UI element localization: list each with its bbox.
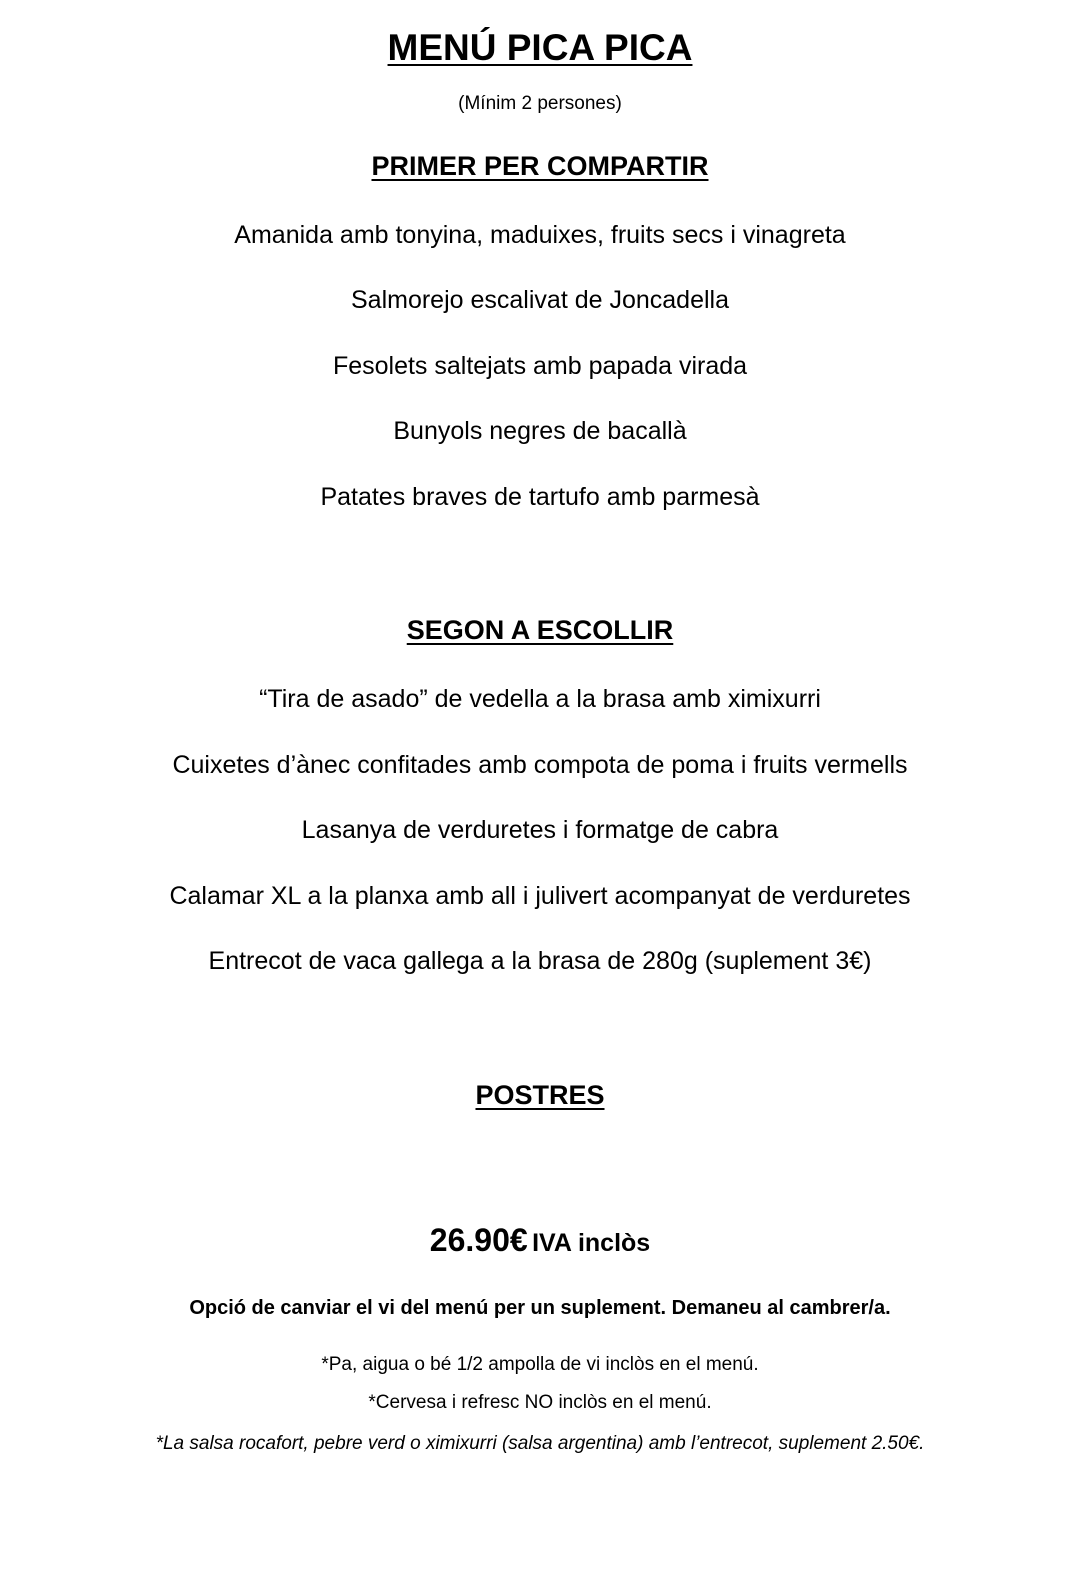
menu-subtitle: (Mínim 2 persones)	[458, 93, 622, 114]
dish-item: Calamar XL a la planxa amb all i julivert acompanyat de verduretes	[169, 882, 911, 910]
dish-item: Patates braves de tartufo amb parmesà	[320, 483, 760, 511]
dish-item: Salmorejo escalivat de Joncadella	[351, 286, 729, 314]
dish-item: Lasanya de verduretes i formatge de cabra	[301, 816, 779, 844]
tax-note: IVA inclòs	[532, 1229, 651, 1257]
dish-item: Fesolets saltejats amb papada virada	[332, 352, 748, 380]
note-beer-soda: *Cervesa i refresc NO inclòs en el menú.	[368, 1392, 712, 1413]
menu-price: 26.90€	[429, 1222, 528, 1258]
dish-item: Cuixetes d’ànec confitades amb compota de poma i fruits vermells	[172, 751, 908, 779]
dish-item: Amanida amb tonyina, maduixes, fruits secs i vinagreta	[234, 221, 846, 249]
price-line	[0, 1224, 1080, 1256]
section-title-first-courses: PRIMER PER COMPARTIR	[371, 151, 709, 181]
note-bread-water-wine: *Pa, aigua o bé 1/2 ampolla de vi inclòs en el menú.	[321, 1354, 759, 1375]
section-title-desserts: POSTRES	[475, 1080, 605, 1110]
note-sauce-supplement: *La salsa rocafort, pebre verd o ximixurri (salsa argentina) amb l’entrecot, suplement 2.50€.	[155, 1433, 925, 1454]
wine-option-note: Opció de canviar el vi del menú per un suplement. Demaneu al cambrer/a.	[189, 1297, 891, 1319]
dish-item: Entrecot de vaca gallega a la brasa de 280g (suplement 3€)	[208, 947, 872, 975]
section-title-second-courses: SEGON A ESCOLLIR	[406, 615, 674, 645]
menu-title: MENÚ PICA PICA	[387, 27, 693, 68]
dish-item: Bunyols negres de bacallà	[393, 417, 687, 445]
dish-item: “Tira de asado” de vedella a la brasa amb ximixurri	[259, 685, 821, 713]
